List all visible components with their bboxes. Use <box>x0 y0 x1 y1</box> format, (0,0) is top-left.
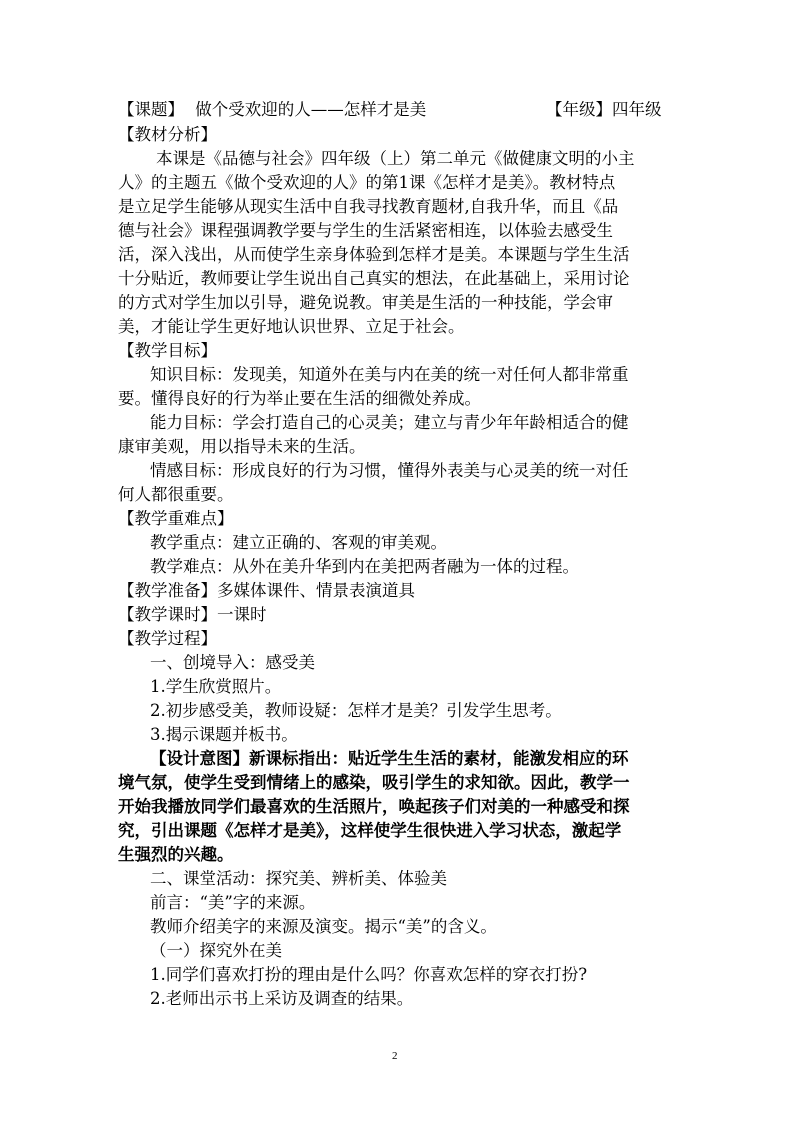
preface: 前言：“美”字的来源。 <box>150 893 316 912</box>
key-points-heading: 【教学重难点】 <box>118 509 234 528</box>
hours-value: 一课时 <box>217 605 267 624</box>
material-line: 本课是《品德与社会》四年级（上）第二单元《做健康文明的小主 <box>156 149 635 168</box>
material-line: 人》的主题五《做个受欢迎的人》的第1课《怎样才是美》。教材特点 <box>118 173 616 192</box>
material-line: 是立足学生能够从现实生活中自我寻找教育题材,自我升华，而且《品 <box>118 197 619 216</box>
material-heading: 【教材分析】 <box>118 125 217 144</box>
preparation-tag: 【教学准备】 <box>118 581 217 600</box>
key-point-line: 教学难点：从外在美升华到内在美把两者融为一体的过程。 <box>150 557 579 576</box>
design-tag: 【设计意图】 <box>150 749 249 768</box>
design-line: 究，引出课题《怎样才是美》，这样使学生很快进入学习状态，激起学 <box>118 821 622 840</box>
design-intent-first-line <box>150 747 629 771</box>
part1-step: 2.初步感受美，教师设疑：怎样才是美？引发学生思考。 <box>150 701 562 720</box>
material-line: 活，深入浅出，从而使学生亲身体验到怎样才是美。本课题与学生生活 <box>118 245 630 264</box>
key-point-line: 教学重点：建立正确的、客观的审美观。 <box>150 533 447 552</box>
part1-step: 3.揭示课题并板书。 <box>150 725 298 744</box>
page-number: 2 <box>392 1050 398 1062</box>
material-line: 的方式对学生加以引导，避免说教。审美是生活的一种技能，学会审 <box>118 293 613 312</box>
preparation-line <box>118 579 415 603</box>
design-line: 境气氛，使学生受到情绪上的感染，吸引学生的求知欲。因此，教学一 <box>118 773 630 792</box>
part1-title: 一、创境导入：感受美 <box>150 653 315 672</box>
part1-step: 1.学生欣赏照片。 <box>150 677 282 696</box>
course-title: 做个受欢迎的人——怎样才是美 <box>195 100 427 119</box>
material-line: 德与社会》课程强调教学要与学生的生活紧密相连，以体验去感受生 <box>118 221 613 240</box>
hours-tag: 【教学课时】 <box>118 605 217 624</box>
objective-line: 要。懂得良好的行为举止要在生活的细微处养成。 <box>118 389 481 408</box>
grade-heading <box>546 98 662 122</box>
material-line: 美，才能让学生更好地认识世界、立足于社会。 <box>118 317 465 336</box>
sub1-step: 2.老师出示书上采访及调查的结果。 <box>150 989 414 1008</box>
preparation-value: 多媒体课件、情景表演道具 <box>217 581 415 600</box>
material-line: 十分贴近，教师要让学生说出自己真实的想法，在此基础上，采用讨论 <box>118 269 630 288</box>
sub1-step: 1.同学们喜欢打扮的理由是什么吗？你喜欢怎样的穿衣打扮? <box>150 965 588 984</box>
objective-line: 何人都很重要。 <box>118 485 234 504</box>
grade-value: 四年级 <box>612 100 662 119</box>
design-line: 新课标指出：贴近学生生活的素材，能激发相应的环 <box>249 749 629 768</box>
preface-detail: 教师介绍美字的来源及演变。揭示“美”的含义。 <box>150 917 497 936</box>
course-tag: 【课题】 <box>118 100 184 119</box>
part2-title: 二、课堂活动：探究美、辨析美、体验美 <box>150 869 447 888</box>
objective-line: 情感目标：形成良好的行为习惯，懂得外表美与心灵美的统一对任 <box>150 461 629 480</box>
sub1-title: （一）探究外在美 <box>150 941 282 960</box>
objectives-heading: 【教学目标】 <box>118 341 217 360</box>
course-heading <box>118 98 426 122</box>
design-line: 开始我播放同学们最喜欢的生活照片，唤起孩子们对美的一种感受和探 <box>118 797 630 816</box>
objective-line: 知识目标：发现美，知道外在美与内在美的统一对任何人都非常重 <box>150 365 629 384</box>
objective-line: 康审美观，用以指导未来的生活。 <box>118 437 366 456</box>
hours-line <box>118 603 267 627</box>
grade-tag: 【年级】 <box>546 100 612 119</box>
design-line: 生强烈的兴趣。 <box>118 845 234 864</box>
process-heading: 【教学过程】 <box>118 629 217 648</box>
objective-line: 能力目标：学会打造自己的心灵美；建立与青少年年龄相适合的健 <box>150 413 629 432</box>
